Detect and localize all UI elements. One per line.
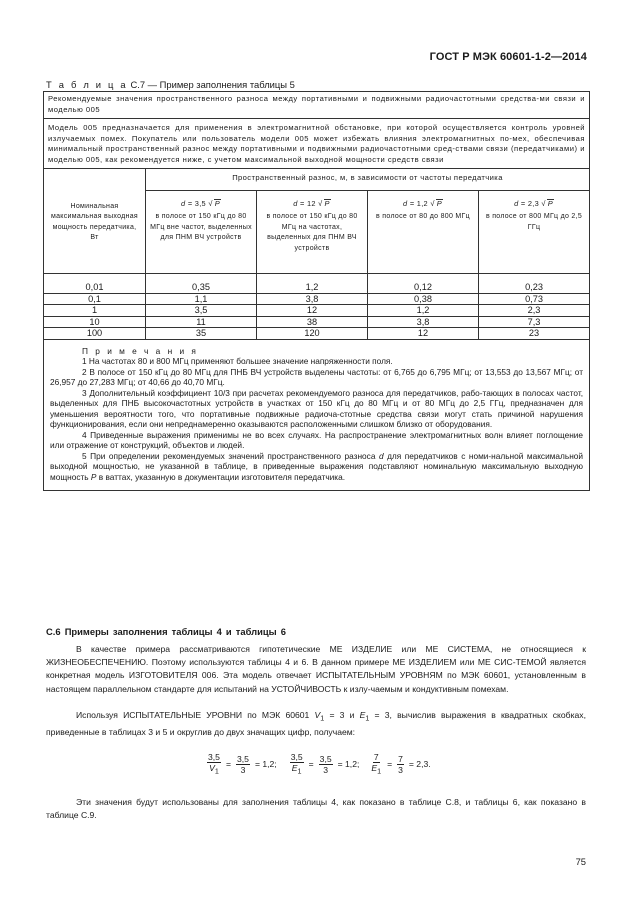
- column-header-1-text: в полосе от 150 кГц до 80 МГц вне частот, выделенных для ПНМ ВЧ устройств: [150, 213, 252, 241]
- note-5: 5 При определении рекомендуемых значений пространственного разноса d для передатчиков с номи-нальной максимальной выходной мощностью, не указанной в таблице, в приведенные выражения подставляют номинальную максимальную выходную мощность P в ваттах, указанную в документации изготовителя передатчика.: [50, 450, 584, 482]
- table-caption: [46, 79, 295, 90]
- fraction: $\frac{7}{E_1}$: [371, 752, 382, 776]
- equation: $\frac{3,5}{V_1}$ = $\frac{3,5}{3}$ = 1,2; $\frac{3,5}{E_1}$ = $\frac{3,5}{3}$ = 1,2; $\frac{7}{E_1}$ = $\frac{7}{3}$ = 2,3.: [208, 752, 431, 776]
- table-c7: [43, 91, 590, 491]
- standard-designation: ГОСТ Р МЭК 60601-1-2—2014: [429, 51, 587, 63]
- fraction: $\frac{3,5}{3}$: [236, 753, 249, 775]
- note-4: 4 Приведенные выражения применимы не во всех случаях. На распространение электромагнитных волн влияет поглощение или отражение от конструкций, объектов и людей.: [50, 429, 584, 450]
- section-paragraph-1: В качестве примера рассматриваются гипотетические МЕ ИЗДЕЛИЕ или МЕ СИСТЕМА, не относящиеся к ЖИЗНЕОБЕСПЕЧЕНИЮ. Поэтому используются таблицы 4 и 6. В данном примере МЕ ИЗДЕЛИЕМ или МЕ СИС-ТЕМОЙ является конкретная модель ИЗГОТОВИТЕЛЯ 006. Эта модель отвечает ИСПЫТАТЕЛЬНЫМ УРОВНЯМ по МЭК 60601, установленным в настоящем параллельном стандарте для испытаний на УСТОЙЧИВОСТЬ к излу-чаемым и кондуктивным помехам.: [46, 644, 586, 694]
- formula-4: d = 2,3 √ P: [514, 198, 553, 208]
- column-header-4-text: в полосе от 800 МГц до 2,5 ГГц: [485, 213, 583, 231]
- table-intro-row: [44, 92, 590, 119]
- column-header-3-text: в полосе от 80 до 800 МГц: [376, 213, 470, 220]
- section-paragraph-2: Используя ИСПЫТАТЕЛЬНЫЕ УРОВНИ по МЭК 60601 $V_1 = 3$ и $E_1 = 3$, вычислив выражения в квадратных скобках, приведенные в таблицах 3 и 5 и округлив до двух значащих цифр, получаем:: [46, 710, 586, 737]
- column-header-2: [257, 190, 368, 273]
- note-1: 1 На частотах 80 и 800 МГц применяют большее значение напряженности поля.: [82, 356, 393, 366]
- formula-1: d = 3,5 √ P: [181, 198, 220, 208]
- table-row: 1 3,5 12 1,2 2,3: [44, 305, 590, 317]
- notes-row: [44, 339, 590, 491]
- table-row: 0,01 0,35 1,2 0,12 0,23: [44, 273, 590, 293]
- distance-header: Пространственный разнос, м, в зависимости от частоты передатчика: [146, 169, 590, 191]
- table-intro: Рекомендуемые значения пространственного разноса между портативными и подвижными радиочастотными средства-ми связи и моделью 005: [44, 92, 590, 119]
- note-3: 3 Дополнительный коэффициент 10/3 при расчетах рекомендуемого разноса для передатчиков, рабо-тающих в полосах частот, выделенных для ПНБ высокочастотных устройств в участках от 150 кГц до 80 МГц и от 80 МГц до 2,5 ГГц, предназначен для уменьшения вероятности того, что портативные подвижные радиоча-стотные средства связи могут стать причиной нарушения функционирования, если они непреднамеренно оказываются расположенными слишком близко от оборудования.: [50, 387, 584, 429]
- note-2: 2 В полосе от 150 кГц до 80 МГц для ПНБ ВЧ устройств выделены частоты: от 6,765 до 6,795 МГц; от 13,553 до 13,567 МГц; от 26,957 до 27,283 МГц; от 40,66 до 40,70 МГц.: [50, 366, 584, 387]
- table-caption-prefix: Т а б л и ц а: [46, 79, 128, 90]
- formula-2: d = 12 √ P: [293, 198, 330, 208]
- formula-3: d = 1,2 √ P: [403, 198, 442, 208]
- distance-header-row: [44, 169, 590, 191]
- fraction: $\frac{3,5}{3}$: [319, 753, 332, 775]
- fraction: $\frac{7}{3}$: [398, 753, 403, 775]
- fraction: $\frac{3,5}{E_1}$: [290, 752, 303, 776]
- column-header-1: [146, 190, 257, 273]
- table-description: Модель 005 предназначается для применения в электромагнитной обстановке, при которой осуществляется контроль уровней излучаемых помех. Покупатель или пользователь модели 005 может избежать влияния электромагнитных по-мех, обеспечивая минимальный пространственный разнос между портативными и подвижными радиочастотными сред-ствами связи (передатчиками) и моделью 005, как рекомендуется ниже, с учетом максимальной выходной мощности средств связи: [44, 119, 590, 169]
- power-header: Номинальная максимальная выходная мощность передатчика, Вт: [44, 169, 146, 274]
- notes-heading: П р и м е ч а н и я: [82, 345, 199, 356]
- table-notes: [44, 339, 590, 491]
- column-header-2-text: в полосе от 150 кГц до 80 МГц на частотах, выделенных для ПНМ ВЧ устройств: [266, 213, 358, 252]
- column-header-3: [368, 190, 479, 273]
- table-description-row: [44, 119, 590, 169]
- table-row: 10 11 38 3,8 7,3: [44, 316, 590, 328]
- page-number: 75: [575, 856, 586, 867]
- section-paragraph-3: Эти значения будут использованы для заполнения таблицы 4, как показано в таблице С.8, и таблицы 6, как показано в таблице С.9.: [46, 797, 586, 821]
- table-row: 100 35 120 12 23: [44, 328, 590, 340]
- table-caption-text: С.7 — Пример заполнения таблицы 5: [130, 79, 295, 90]
- table-row: 0,1 1,1 3,8 0,38 0,73: [44, 293, 590, 305]
- column-header-4: [479, 190, 590, 273]
- section-title: С.6 Примеры заполнения таблицы 4 и таблицы 6: [46, 626, 286, 637]
- fraction: $\frac{3,5}{V_1}$: [208, 752, 220, 776]
